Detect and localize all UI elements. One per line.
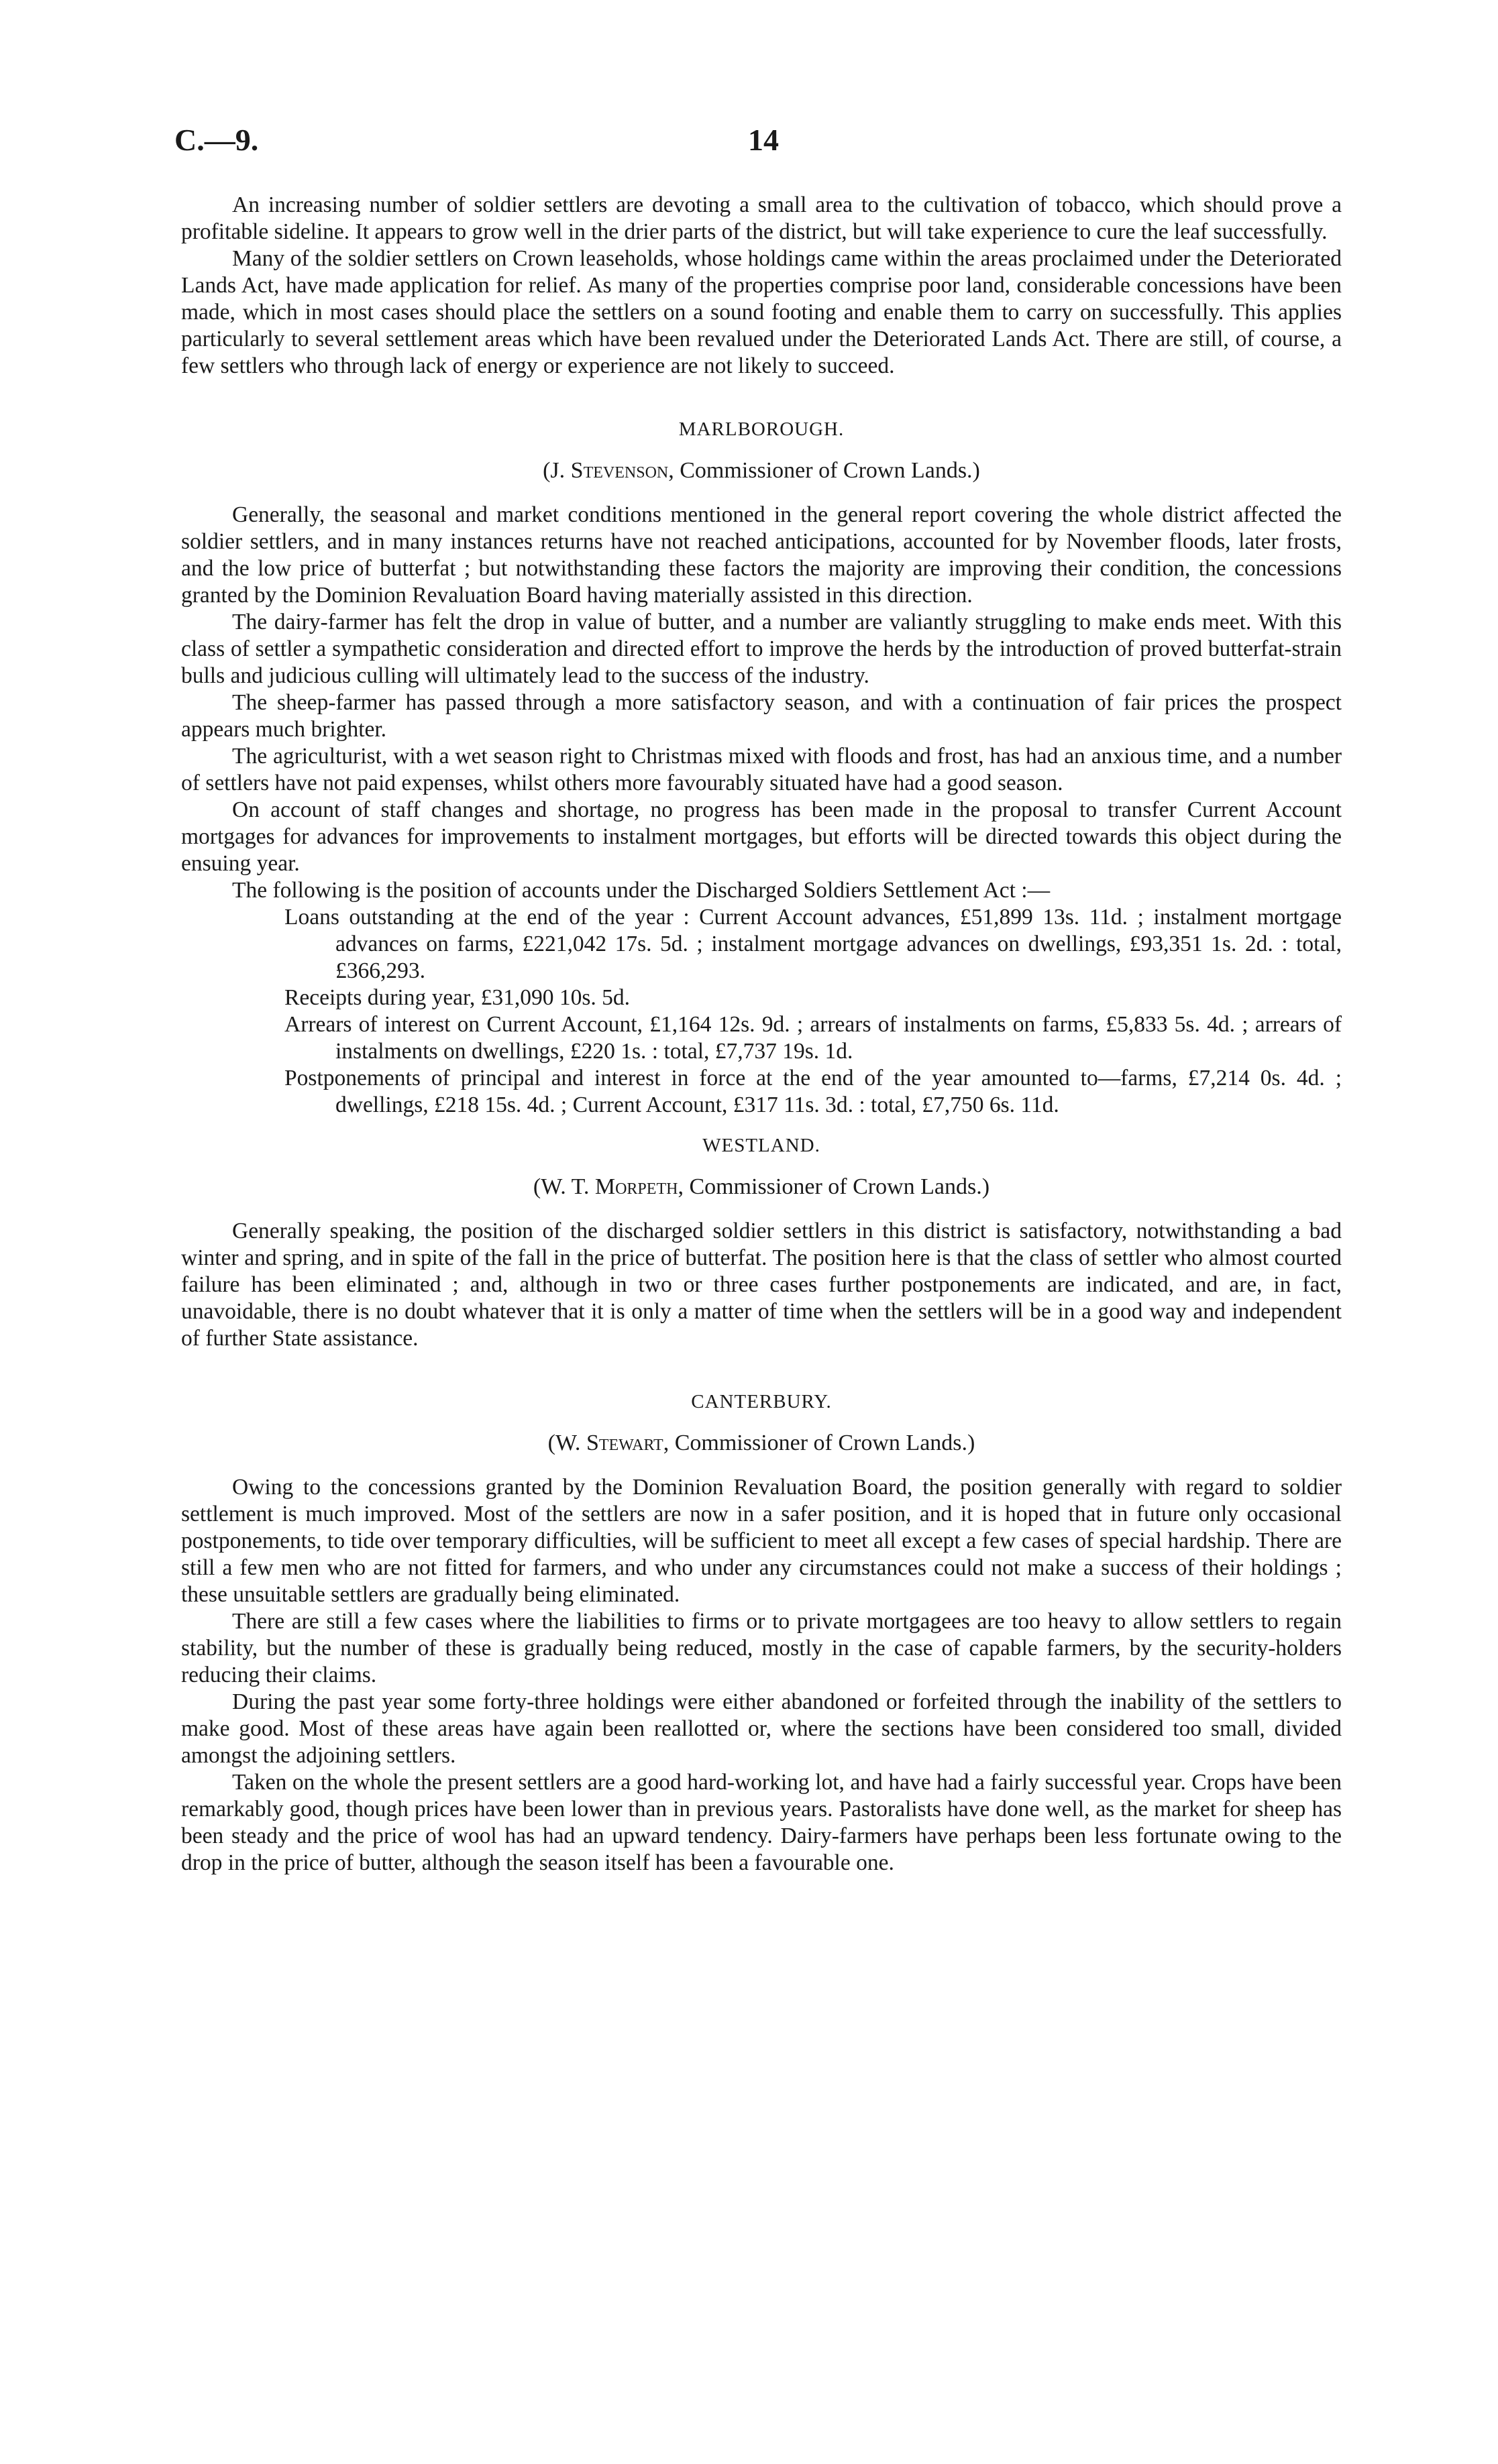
commissioner-line-westland [181, 1174, 1342, 1200]
commissioner-open: (J. [543, 458, 571, 483]
paragraph: During the past year some forty-three holdings were either abandoned or forfeited through the inability of the settlers to make good. Most of these areas have again been reallotted or, where the sections have been considered too small, divided amongst the adjoining settlers. [181, 1689, 1342, 1768]
page-number: 14 [748, 123, 779, 157]
section-title-westland: WESTLAND. [702, 1135, 820, 1156]
paragraph: Owing to the concessions granted by the Dominion Revaluation Board, the position generally with regard to soldier settlement is much improved. Most of the settlers are now in a safer position, and it is hoped that in future only occasional postponements, to tide over temporary difficulties, will be sufficient to meet all except a few cases of special hardship. There are still a few men who are not fitted for farmers, and who under any circumstances could not make a success of their holdings ; these unsuitable settlers are gradually being eliminated. [181, 1475, 1342, 1607]
document-reference: C.—9. [174, 123, 259, 157]
commissioner-title: , Commissioner of Crown Lands.) [663, 1431, 975, 1455]
paragraph: There are still a few cases where the liabilities to firms or to private mortgagees are too heavy to allow settlers to regain stability, but the number of these is gradually being reduced, mostly in the case of capable farmers, by the security-holders reducing their claims. [181, 1609, 1342, 1687]
paragraph: An increasing number of soldier settlers are devoting a small area to the cultivation of tobacco, which should prove a profitable sideline. It appears to grow well in the drier parts of the district, but will take experience to cure the leaf successfully. [181, 192, 1342, 244]
commissioner-open: (W. [547, 1431, 586, 1455]
accounts-list-item: Arrears of interest on Current Account, £1,164 12s. 9d. ; arrears of instalments on farms, £5,833 5s. 4d. ; arrears of instalments on dwellings, £220 1s. : total, £7,737 19s. 1d. [284, 1012, 1342, 1064]
commissioner-open: (W. T. [533, 1174, 595, 1199]
accounts-list-item: Receipts during year, £31,090 10s. 5d. [284, 985, 631, 1010]
accounts-list [284, 904, 1342, 1119]
paragraph: Generally speaking, the position of the discharged soldier settlers in this district is satisfactory, notwithstanding a bad winter and spring, and in spite of the fall in the price of butterfat. The position here is that the class of settler who almost courted failure has been eliminated ; and, although in two or three cases further postponements are indicated, and are, in fact, unavoidable, there is no doubt whatever that it is only a matter of time when the settlers will be in a good way and independent of further State assistance. [181, 1219, 1342, 1351]
paragraph: On account of staff changes and shortage, no progress has been made in the proposal to transfer Current Account mortgages for advances for improvements to instalment mortgages, but efforts will be directed towards this object during the ensuing year. [181, 797, 1342, 876]
paragraph: The sheep-farmer has passed through a more satisfactory season, and with a continuation of fair prices the prospect appears much brighter. [181, 690, 1342, 742]
paragraph: The agriculturist, with a wet season right to Christmas mixed with floods and frost, has had an anxious time, and a number of settlers have not paid expenses, whilst others more favourably situated have had a good season. [181, 744, 1342, 795]
paragraph: The dairy-farmer has felt the drop in value of butter, and a number are valiantly struggling to make ends meet. With this class of settler a sympathetic consideration and directed effort to improve the herds by the introduction of proved butterfat-strain bulls and judicious culling will ultimately lead to the success of the industry. [181, 610, 1342, 688]
paragraph: Many of the soldier settlers on Crown leaseholds, whose holdings came within the areas proclaimed under the Deteriorated Lands Act, have made application for relief. As many of the properties comprise poor land, considerable concessions have been made, which in most cases should place the settlers on a sound footing and enable them to carry on successfully. This applies particularly to several settlement areas which have been revalued under the Deteriorated Lands Act. There are still, of course, a few settlers who through lack of energy or experience are not likely to succeed. [181, 246, 1342, 378]
section-title-marlborough: MARLBOROUGH. [678, 418, 845, 440]
paragraph: The following is the position of accounts under the Discharged Soldiers Settlement Act :— [232, 878, 1051, 903]
commissioner-name: Stevenson [570, 458, 669, 483]
commissioner-line-canterbury [181, 1430, 1342, 1457]
commissioner-title: , Commissioner of Crown Lands.) [668, 458, 980, 483]
commissioner-name: Stewart [586, 1431, 663, 1455]
commissioner-line-marlborough [181, 457, 1342, 484]
page-header [174, 122, 1342, 169]
section-title-canterbury: CANTERBURY. [691, 1391, 832, 1412]
commissioner-title: , Commissioner of Crown Lands.) [678, 1174, 990, 1199]
accounts-list-item: Loans outstanding at the end of the year : Current Account advances, £51,899 13s. 11d. ; instalment mortgage advances on farms, £221,042 17s. 5d. ; instalment mortgage advances on dwellings, £93,351 1s. 2d. : total, £366,293. [284, 905, 1342, 983]
page-body [181, 192, 1342, 1877]
accounts-list-item: Postponements of principal and interest in force at the end of the year amounted to—farms, £7,214 0s. 4d. ; dwellings, £218 15s. 4d. ; Current Account, £317 11s. 3d. : total, £7,750 6s. 11d. [284, 1066, 1342, 1117]
paragraph: Generally, the seasonal and market conditions mentioned in the general report covering the whole district affected the soldier settlers, and in many instances returns have not reached anticipations, accounted for by November floods, later frosts, and the low price of butterfat ; but notwithstanding these factors the majority are improving their condition, the concessions granted by the Dominion Revaluation Board having materially assisted in this direction. [181, 502, 1342, 608]
commissioner-name: Morpeth [594, 1174, 678, 1199]
paragraph: Taken on the whole the present settlers are a good hard-working lot, and have had a fairly successful year. Crops have been remarkably good, though prices have been lower than in previous years. Pastoralists have done well, as the market for sheep has been steady and the price of wool has had an upward tendency. Dairy-farmers have perhaps been less fortunate owing to the drop in the price of butter, although the season itself has been a favourable one. [181, 1770, 1342, 1875]
